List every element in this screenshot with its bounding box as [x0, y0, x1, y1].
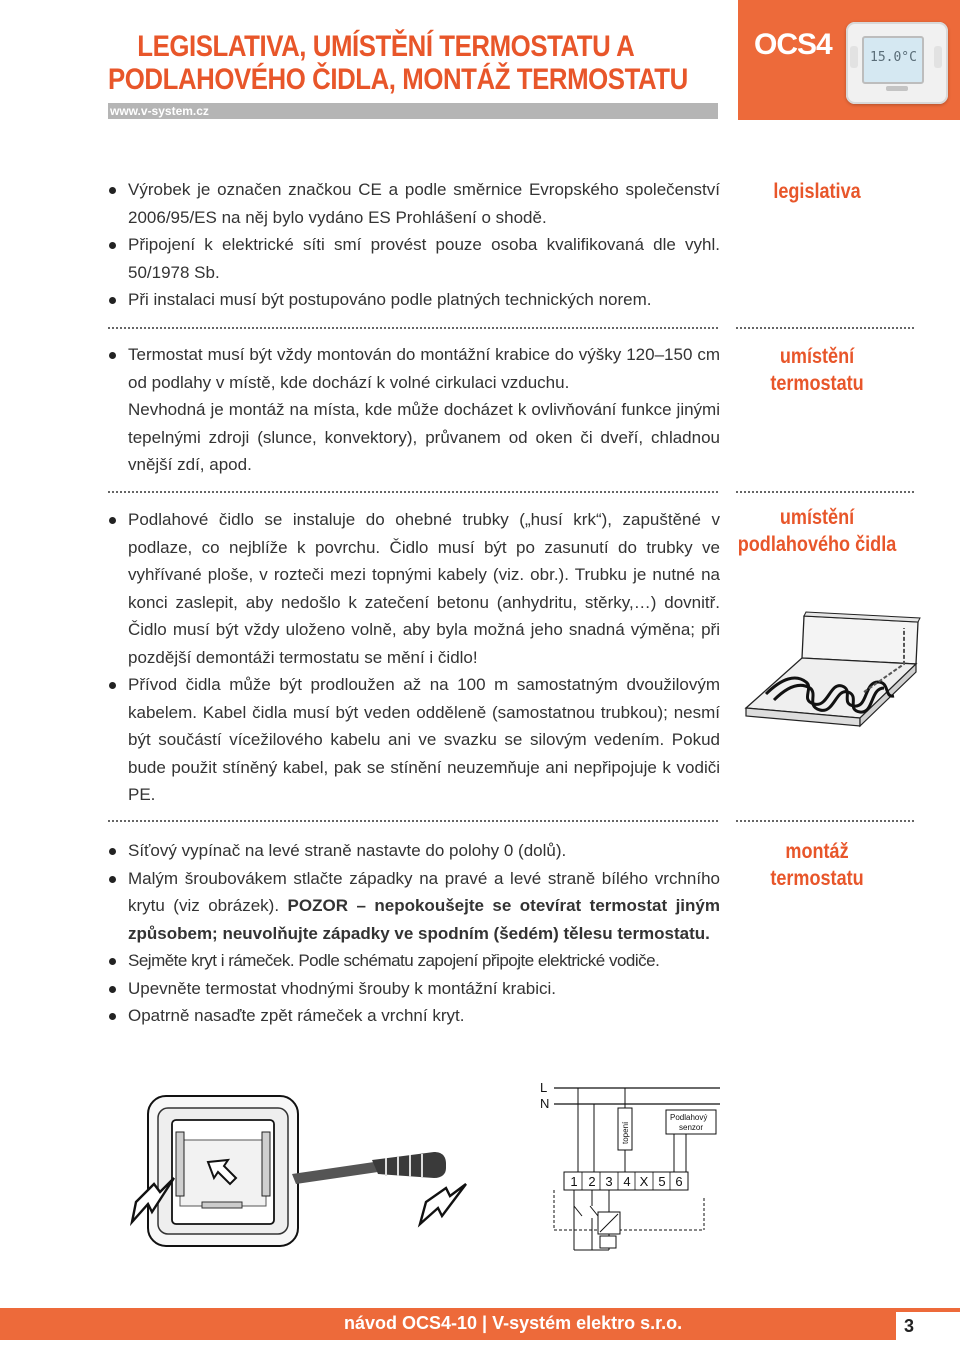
legislativa-section	[108, 176, 720, 314]
divider	[736, 327, 914, 329]
warning-text: POZOR – nepokoušejte se otevírat termostat jiným způsobem; neuvolňujte západky ve spodním (šedém) tělesu termostatu.	[128, 896, 720, 943]
product-name: OCS4	[754, 28, 832, 61]
terminal-label: 6	[675, 1174, 683, 1189]
title-line-1: LEGISLATIVA, UMÍSTĚNÍ TERMOSTATU A	[137, 30, 635, 63]
wiring-diagram	[536, 1080, 720, 1280]
paragraph: Nevhodná je montáž na místa, kde může docházet k ovlivňování funkce jinými tepelnými zdroji (slunce, konvektory), průvanem od oken či dveří, chladnou vnější zdí, apod.	[128, 400, 720, 474]
list-item: Upevněte termostat vhodnými šrouby k montážní krabici.	[108, 975, 720, 1003]
list-item: Síťový vypínač na levé straně nastavte do polohy 0 (dolů).	[108, 837, 720, 865]
list-item-text: Malým šroubovákem stlačte západky na pravé a levé straně bílého vrchního krytu (viz obrázek).	[128, 868, 720, 915]
terminal-label: X	[639, 1174, 649, 1189]
list-item: Při instalaci musí být postupováno podle platných technických norem.	[108, 286, 720, 314]
terminal-label: 2	[588, 1174, 596, 1189]
section-label-sensor-placement: umístění podlahového čidla	[737, 506, 897, 556]
list-item: Přívod čidla může být prodloužen až na 100 m samostatným dvoužilovým kabelem. Kabel čidla musí být veden odděleně (samostatnou trubkou); nesmí být součástí vícežilového kabelu ani ve svazku se silovým vedením. Pokud bude použit stíněný kabel, pak se stínění neuzemňuje ani nepřipojuje k vodiči PE.	[108, 671, 720, 809]
thermostat-side-button	[850, 46, 858, 68]
sensor-label: senzor	[679, 1123, 704, 1132]
page-number: 3	[904, 1316, 915, 1336]
terminal-label: 1	[570, 1174, 578, 1189]
footer-text: návod OCS4-10 | V-systém elektro s.r.o.	[344, 1313, 683, 1333]
list-item: Termostat musí být vždy montován do montážní krabice do výšky 120–150 cm od podlahy v místě, kde dochází k volné cirkulaci vzduchu.	[108, 341, 720, 396]
section-label-legislativa: legislativa	[773, 180, 861, 203]
website-link[interactable]: www.v-system.cz	[110, 104, 209, 118]
title-line-2: PODLAHOVÉHO ČIDLA, MONTÁŽ TERMOSTATU	[108, 63, 688, 96]
display-readout: 15.0°C	[870, 50, 917, 65]
sensor-label: Podlahový	[670, 1113, 708, 1122]
terminal-label: 5	[658, 1174, 666, 1189]
floor-heating-illustration	[744, 608, 924, 734]
page-number-box	[896, 1312, 960, 1340]
list-item: Výrobek je označen značkou CE a podle směrnice Evropského společenství 2006/95/ES na něj bylo vydáno ES Prohlášení o shodě.	[108, 176, 720, 231]
cover-removal-illustration	[116, 1092, 512, 1292]
wiring-line-l: L	[540, 1080, 548, 1095]
list-item: Podlahové čidlo se instaluje do ohebné trubky („husí krk“), zapuštěné v podlaze, co nejblíže k povrchu. Čidlo musí být po zasunutí do trubky ve vyhřívané ploše, v rozteči mezi topnými kabely (viz. obr.). Trubku je nutné na konci zaslepit, aby nedošlo k zatečení betonu (anhydritu, stěrky,…) dovnitř. Čidlo musí být vždy uloženo volně, aby byla možná jeho snadná výměna; při pozdější demontáži termostatu se mění i čidlo!	[108, 506, 720, 671]
url-bar	[108, 103, 718, 119]
section-label-thermostat-placement: umístění termostatu	[770, 345, 864, 395]
list-item: Opatrně nasaďte zpět rámeček a vrchní kryt.	[108, 1002, 720, 1030]
thermostat-side-button	[934, 46, 942, 68]
list-item	[108, 947, 720, 975]
placement-thermostat-section	[108, 341, 720, 479]
product-badge	[738, 0, 960, 120]
list-item	[108, 865, 720, 948]
page-title	[108, 30, 688, 96]
terminal-label: 3	[605, 1174, 613, 1189]
list-item-text: Sejměte kryt i rámeček. Podle schématu zapojení připojte elektrické vodiče.	[128, 951, 660, 970]
load-label: topení	[621, 1121, 630, 1144]
thermostat-image	[846, 22, 948, 104]
placement-sensor-section	[108, 506, 720, 809]
terminal-label: 4	[623, 1174, 631, 1189]
section-label-mounting: montáž termostatu	[770, 840, 864, 890]
divider	[736, 820, 914, 822]
divider	[108, 820, 718, 822]
divider	[108, 327, 718, 329]
footer-bar	[0, 1308, 960, 1340]
divider	[736, 491, 914, 493]
list-item: Připojení k elektrické síti smí provést pouze osoba kvalifikovaná dle vyhl. 50/1978 Sb.	[108, 231, 720, 286]
divider	[108, 491, 718, 493]
thermostat-display	[862, 36, 924, 84]
mounting-section	[108, 837, 720, 1030]
wiring-line-n: N	[540, 1096, 550, 1111]
thermostat-logo	[886, 86, 908, 91]
